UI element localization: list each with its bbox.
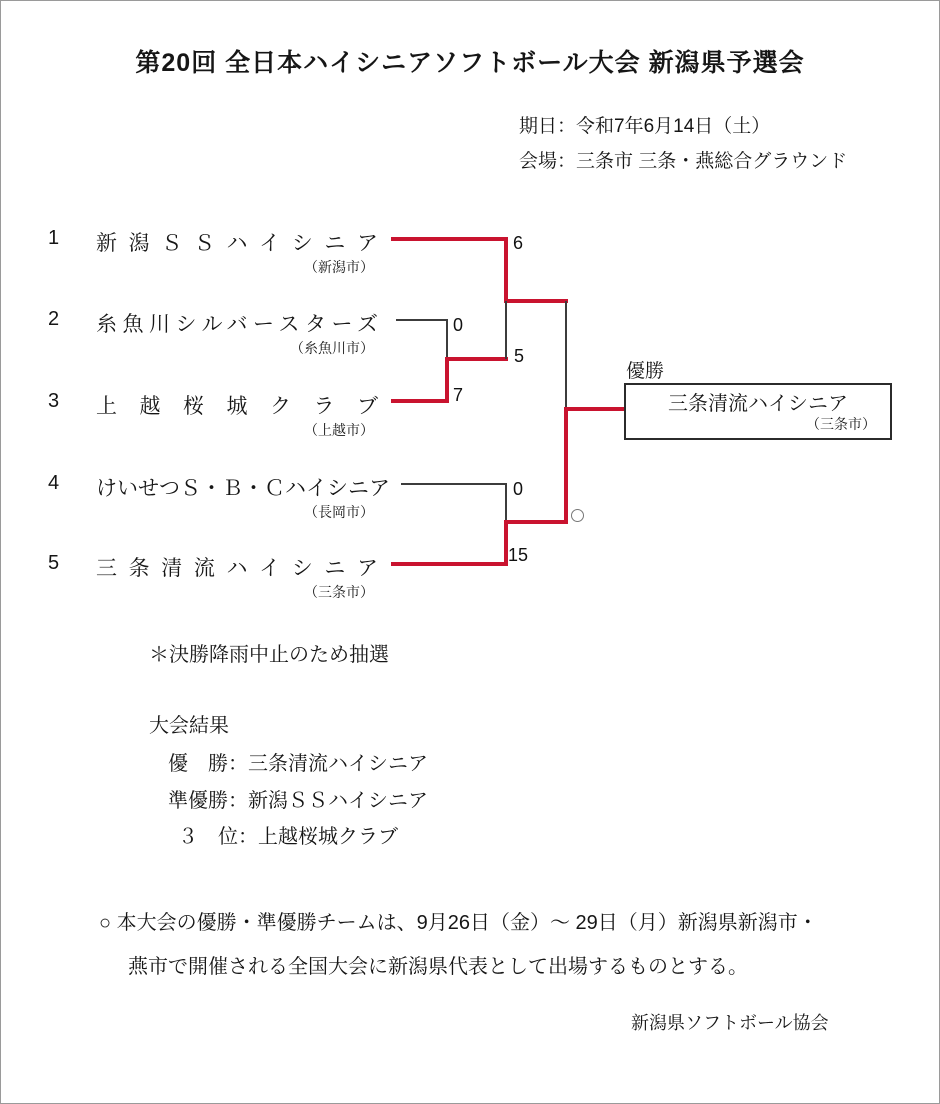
bracket-line-sf1-vertical xyxy=(505,301,507,359)
team-city: （糸魚川市） xyxy=(290,340,374,356)
bracket-line-team2 xyxy=(396,319,447,321)
national-tournament-note-line1: ○ 本大会の優勝・準優勝チームは、9月26日（金）～ 29日（月）新潟県新潟市・ xyxy=(99,912,818,934)
team-name: 糸魚川シルバースターズ xyxy=(96,313,378,336)
event-date: 期日：令和7年6月14日（土） xyxy=(519,116,771,137)
organization-name: 新潟県ソフトボール協会 xyxy=(631,1013,829,1033)
national-tournament-note-line2: 燕市で開催される全国大会に新潟県代表として出場するものとする。 xyxy=(128,956,748,978)
result-team: 新潟ＳＳハイシニア xyxy=(248,790,428,812)
team-name: 三条清流ハイシニア xyxy=(96,557,378,580)
champion-name: 三条清流ハイシニア xyxy=(668,392,848,415)
bracket-line-final-vertical-win xyxy=(564,407,568,524)
team-seed: 4 xyxy=(48,472,60,494)
result-rank-label: ３ 位： xyxy=(178,826,258,848)
lottery-note: ＊決勝降雨中止のため抽選 xyxy=(149,644,389,666)
bracket-line-sf2-vertical xyxy=(505,483,507,522)
team-city: （上越市） xyxy=(304,422,374,438)
bracket-line-sf1-vertical-win xyxy=(504,237,508,303)
results-heading: 大会結果 xyxy=(149,715,229,737)
bracket-line-final-vertical xyxy=(565,301,567,409)
team-name: けいせつＳ・Ｂ・Ｃハイシニア xyxy=(96,477,390,500)
champion-city: （三条市） xyxy=(806,415,876,432)
team-seed: 1 xyxy=(48,227,60,249)
result-team: 上越桜城クラブ xyxy=(258,826,398,848)
team-name: 上越桜城クラブ xyxy=(96,395,378,418)
team-seed: 2 xyxy=(48,308,60,330)
bracket-line-m1-vertical xyxy=(446,319,448,359)
bracket-line-m1-winner-out xyxy=(445,357,508,361)
score-team5: 15 xyxy=(508,545,529,565)
score-team4: 0 xyxy=(513,479,524,499)
team-city: （新潟市） xyxy=(304,259,374,275)
result-team: 三条清流ハイシニア xyxy=(248,753,428,775)
team-seed: 3 xyxy=(48,390,60,412)
event-venue: 会場：三条市 三条・燕総合グラウンド xyxy=(519,151,848,172)
bracket-line-champion-out xyxy=(564,407,624,411)
champion-label: 優勝 xyxy=(626,361,665,382)
bracket-line-team1 xyxy=(391,237,508,241)
result-row xyxy=(178,820,398,849)
score-team3: 7 xyxy=(453,385,464,405)
result-row xyxy=(168,784,428,813)
team-name: 新潟ＳＳハイシニア xyxy=(96,232,378,255)
score-team2: 0 xyxy=(453,315,464,335)
result-row xyxy=(168,747,428,776)
bracket-line-sf2-winner-out xyxy=(504,520,568,524)
team-city: （長岡市） xyxy=(304,504,374,520)
team-city: （三条市） xyxy=(304,584,374,600)
bracket-line-m1-vertical-win xyxy=(445,357,449,403)
page-title: 第20回 全日本ハイシニアソフトボール大会 新潟県予選会 xyxy=(135,49,805,77)
score-sf1-winner: 5 xyxy=(514,346,525,366)
bracket-line-team4 xyxy=(401,483,506,485)
result-rank-label: 準優勝： xyxy=(168,790,248,812)
final-winner-circle-mark xyxy=(571,509,584,522)
bracket-line-team5 xyxy=(391,562,508,566)
score-team1: 6 xyxy=(513,233,524,253)
team-seed: 5 xyxy=(48,552,60,574)
bracket-line-team3 xyxy=(391,399,449,403)
result-rank-label: 優 勝： xyxy=(168,753,248,775)
bracket-line-sf1-winner-out xyxy=(504,299,568,303)
champion-box xyxy=(624,383,892,440)
